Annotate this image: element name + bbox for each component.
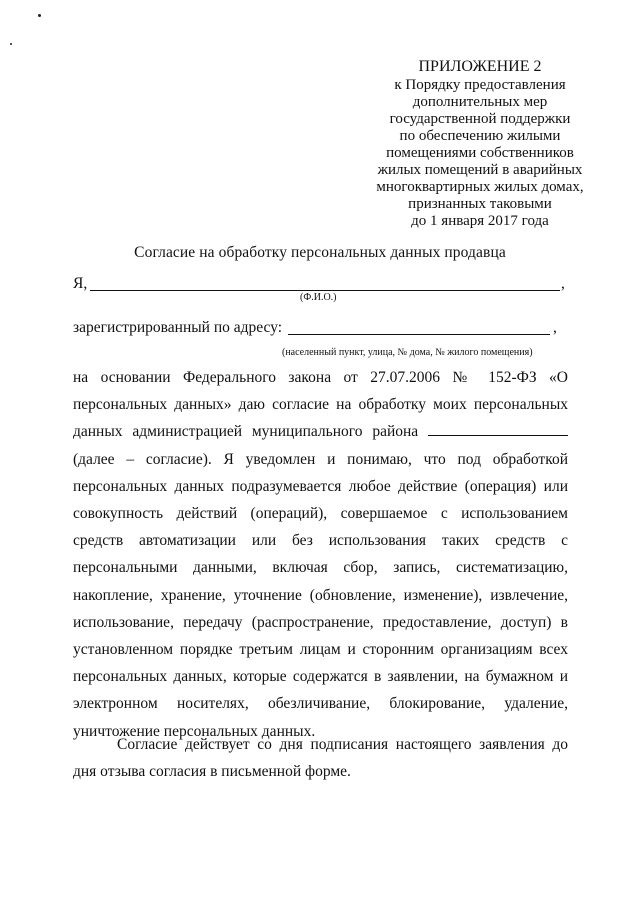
document-title: Согласие на обработку персональных данных продавца (134, 244, 506, 261)
address-suffix: , (553, 319, 557, 336)
appendix-line: до 1 января 2017 года (411, 213, 549, 229)
appendix-line: многоквартирных жилых домах, (376, 179, 584, 195)
consent-text-part2: (далее – согласие). Я уведомлен и понимаю, что под обработкой персональных данных подразумевается любое действие (операция) или совокупность действий (операций), совершаемое с использованием средств автоматизации или без использования таких средств с персональными данными, включая сбор, запись, систематизацию, накопление, хранение, уточнение (обновление, изменение), извлечение, использование, передачу (распространение, предоставление, доступ) в установленном порядке третьим лицам и сторонним организациям всех персональных данных, которые содержатся в заявлении, на бумажном и электронном носителях, обезличивание, блокирование, удаление, уничтожение персональных данных. (73, 450, 568, 740)
address-input-line[interactable] (288, 334, 550, 335)
appendix-line: признанных таковыми (408, 196, 552, 212)
validity-paragraph: Согласие действует со дня подписания настоящего заявления до дня отзыва согласия в письменной форме. (73, 736, 568, 781)
address-label: зарегистрированный по адресу: (73, 319, 283, 336)
appendix-heading: ПРИЛОЖЕНИЕ 2 (418, 58, 542, 75)
fio-caption: (Ф.И.О.) (300, 292, 337, 303)
appendix-line: жилых помещений в аварийных (377, 162, 583, 178)
appendix-line: по обеспечению жилыми (399, 128, 561, 144)
municipality-blank[interactable] (428, 421, 568, 436)
appendix-line: к Порядку предоставления (394, 77, 566, 93)
appendix-line: дополнительных мер (412, 94, 548, 110)
consent-text-part1: на основании Федерального закона от 27.07.2006 № 152-ФЗ «О персональных данных» даю согласие на обработку моих персональных данных администрацией муниципального района (73, 369, 568, 441)
address-caption: (населенный пункт, улица, № дома, № жилого помещения) (282, 347, 533, 358)
consent-paragraph (73, 364, 568, 745)
appendix-line: помещениями собственников (386, 145, 574, 161)
scan-speck (38, 14, 41, 17)
fio-input-line[interactable] (90, 290, 560, 291)
appendix-header (330, 57, 630, 230)
fio-suffix: , (561, 275, 565, 292)
fio-prefix: Я, (73, 275, 88, 292)
scan-speck (10, 43, 12, 45)
appendix-line: государственной поддержки (389, 111, 571, 127)
